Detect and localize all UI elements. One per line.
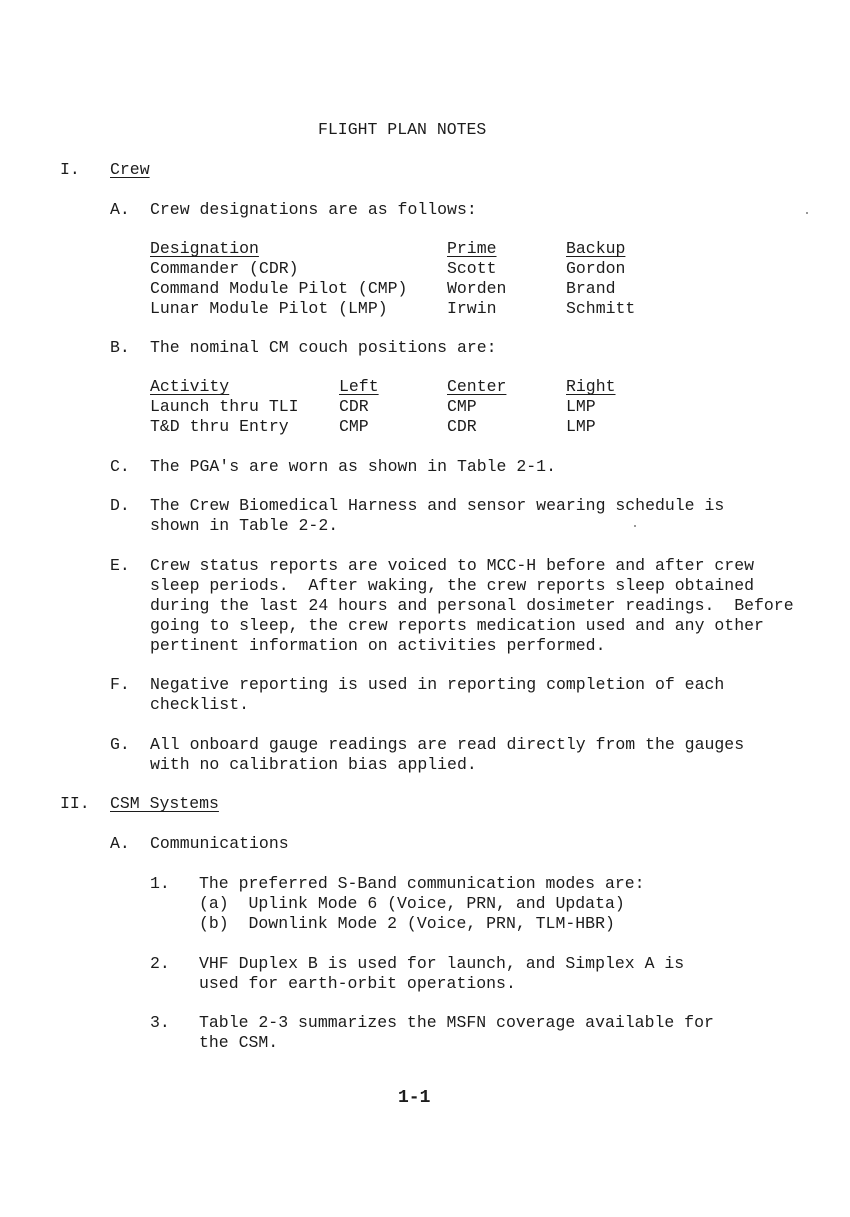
item-text: checklist.: [150, 695, 250, 714]
table-cell: CMP: [447, 397, 477, 416]
item-text: Negative reporting is used in reporting completion of each: [150, 675, 725, 694]
item-label: A.: [110, 834, 130, 853]
subitem-number: 1.: [150, 874, 170, 893]
table-cell: Schmitt: [566, 299, 636, 318]
table-cell: LMP: [566, 417, 596, 436]
item-text: pertinent information on activities performed.: [150, 636, 606, 655]
table-cell: LMP: [566, 397, 596, 416]
table-cell: CMP: [339, 417, 369, 436]
subitem-text: the CSM.: [199, 1033, 279, 1052]
table-cell: Scott: [447, 259, 497, 278]
table-cell: CDR: [339, 397, 369, 416]
item-text: All onboard gauge readings are read directly from the gauges: [150, 735, 745, 754]
section-heading: Crew: [110, 160, 150, 179]
table-cell: Brand: [566, 279, 616, 298]
subitem-text: (b) Downlink Mode 2 (Voice, PRN, TLM-HBR): [199, 914, 615, 933]
table-header: Center: [447, 377, 507, 396]
table-header: Right: [566, 377, 616, 396]
item-label: A.: [110, 200, 130, 219]
table-header: Backup: [566, 239, 626, 258]
table-header: Prime: [447, 239, 497, 258]
table-cell: Irwin: [447, 299, 497, 318]
item-label: C.: [110, 457, 130, 476]
section-number: II.: [60, 794, 90, 813]
subitem-number: 3.: [150, 1013, 170, 1032]
table-header: Left: [339, 377, 379, 396]
item-label: F.: [110, 675, 130, 694]
item-text: Communications: [150, 834, 289, 853]
item-text: The PGA's are worn as shown in Table 2-1.: [150, 457, 556, 476]
page-number: 1-1: [398, 1088, 431, 1108]
item-label: D.: [110, 496, 130, 515]
section-heading: CSM Systems: [110, 794, 219, 813]
subitem-text: VHF Duplex B is used for launch, and Simplex A is: [199, 954, 685, 973]
subitem-text: The preferred S-Band communication modes are:: [199, 874, 645, 893]
item-text: The nominal CM couch positions are:: [150, 338, 497, 357]
table-cell: Command Module Pilot (CMP): [150, 279, 408, 298]
item-label: G.: [110, 735, 130, 754]
item-text: sleep periods. After waking, the crew reports sleep obtained: [150, 576, 754, 595]
item-text: shown in Table 2-2.: [150, 516, 339, 535]
table-cell: Lunar Module Pilot (LMP): [150, 299, 388, 318]
subitem-text: Table 2-3 summarizes the MSFN coverage available for: [199, 1013, 714, 1032]
subitem-text: (a) Uplink Mode 6 (Voice, PRN, and Updata): [199, 894, 625, 913]
item-text: The Crew Biomedical Harness and sensor wearing schedule is: [150, 496, 725, 515]
scan-speck: [634, 525, 636, 527]
table-cell: T&D thru Entry: [150, 417, 289, 436]
item-text: going to sleep, the crew reports medication used and any other: [150, 616, 764, 635]
item-text: Crew designations are as follows:: [150, 200, 477, 219]
subitem-text: used for earth-orbit operations.: [199, 974, 516, 993]
scan-speck: [806, 212, 808, 214]
table-cell: Worden: [447, 279, 507, 298]
item-text: during the last 24 hours and personal dosimeter readings. Before: [150, 596, 794, 615]
table-header: Designation: [150, 239, 259, 258]
table-header: Activity: [150, 377, 230, 396]
page-title: FLIGHT PLAN NOTES: [318, 120, 487, 139]
table-cell: Commander (CDR): [150, 259, 299, 278]
item-text: with no calibration bias applied.: [150, 755, 477, 774]
table-cell: Gordon: [566, 259, 626, 278]
table-cell: CDR: [447, 417, 477, 436]
item-label: E.: [110, 556, 130, 575]
table-cell: Launch thru TLI: [150, 397, 299, 416]
item-text: Crew status reports are voiced to MCC-H before and after crew: [150, 556, 754, 575]
section-number: I.: [60, 160, 80, 179]
subitem-number: 2.: [150, 954, 170, 973]
item-label: B.: [110, 338, 130, 357]
